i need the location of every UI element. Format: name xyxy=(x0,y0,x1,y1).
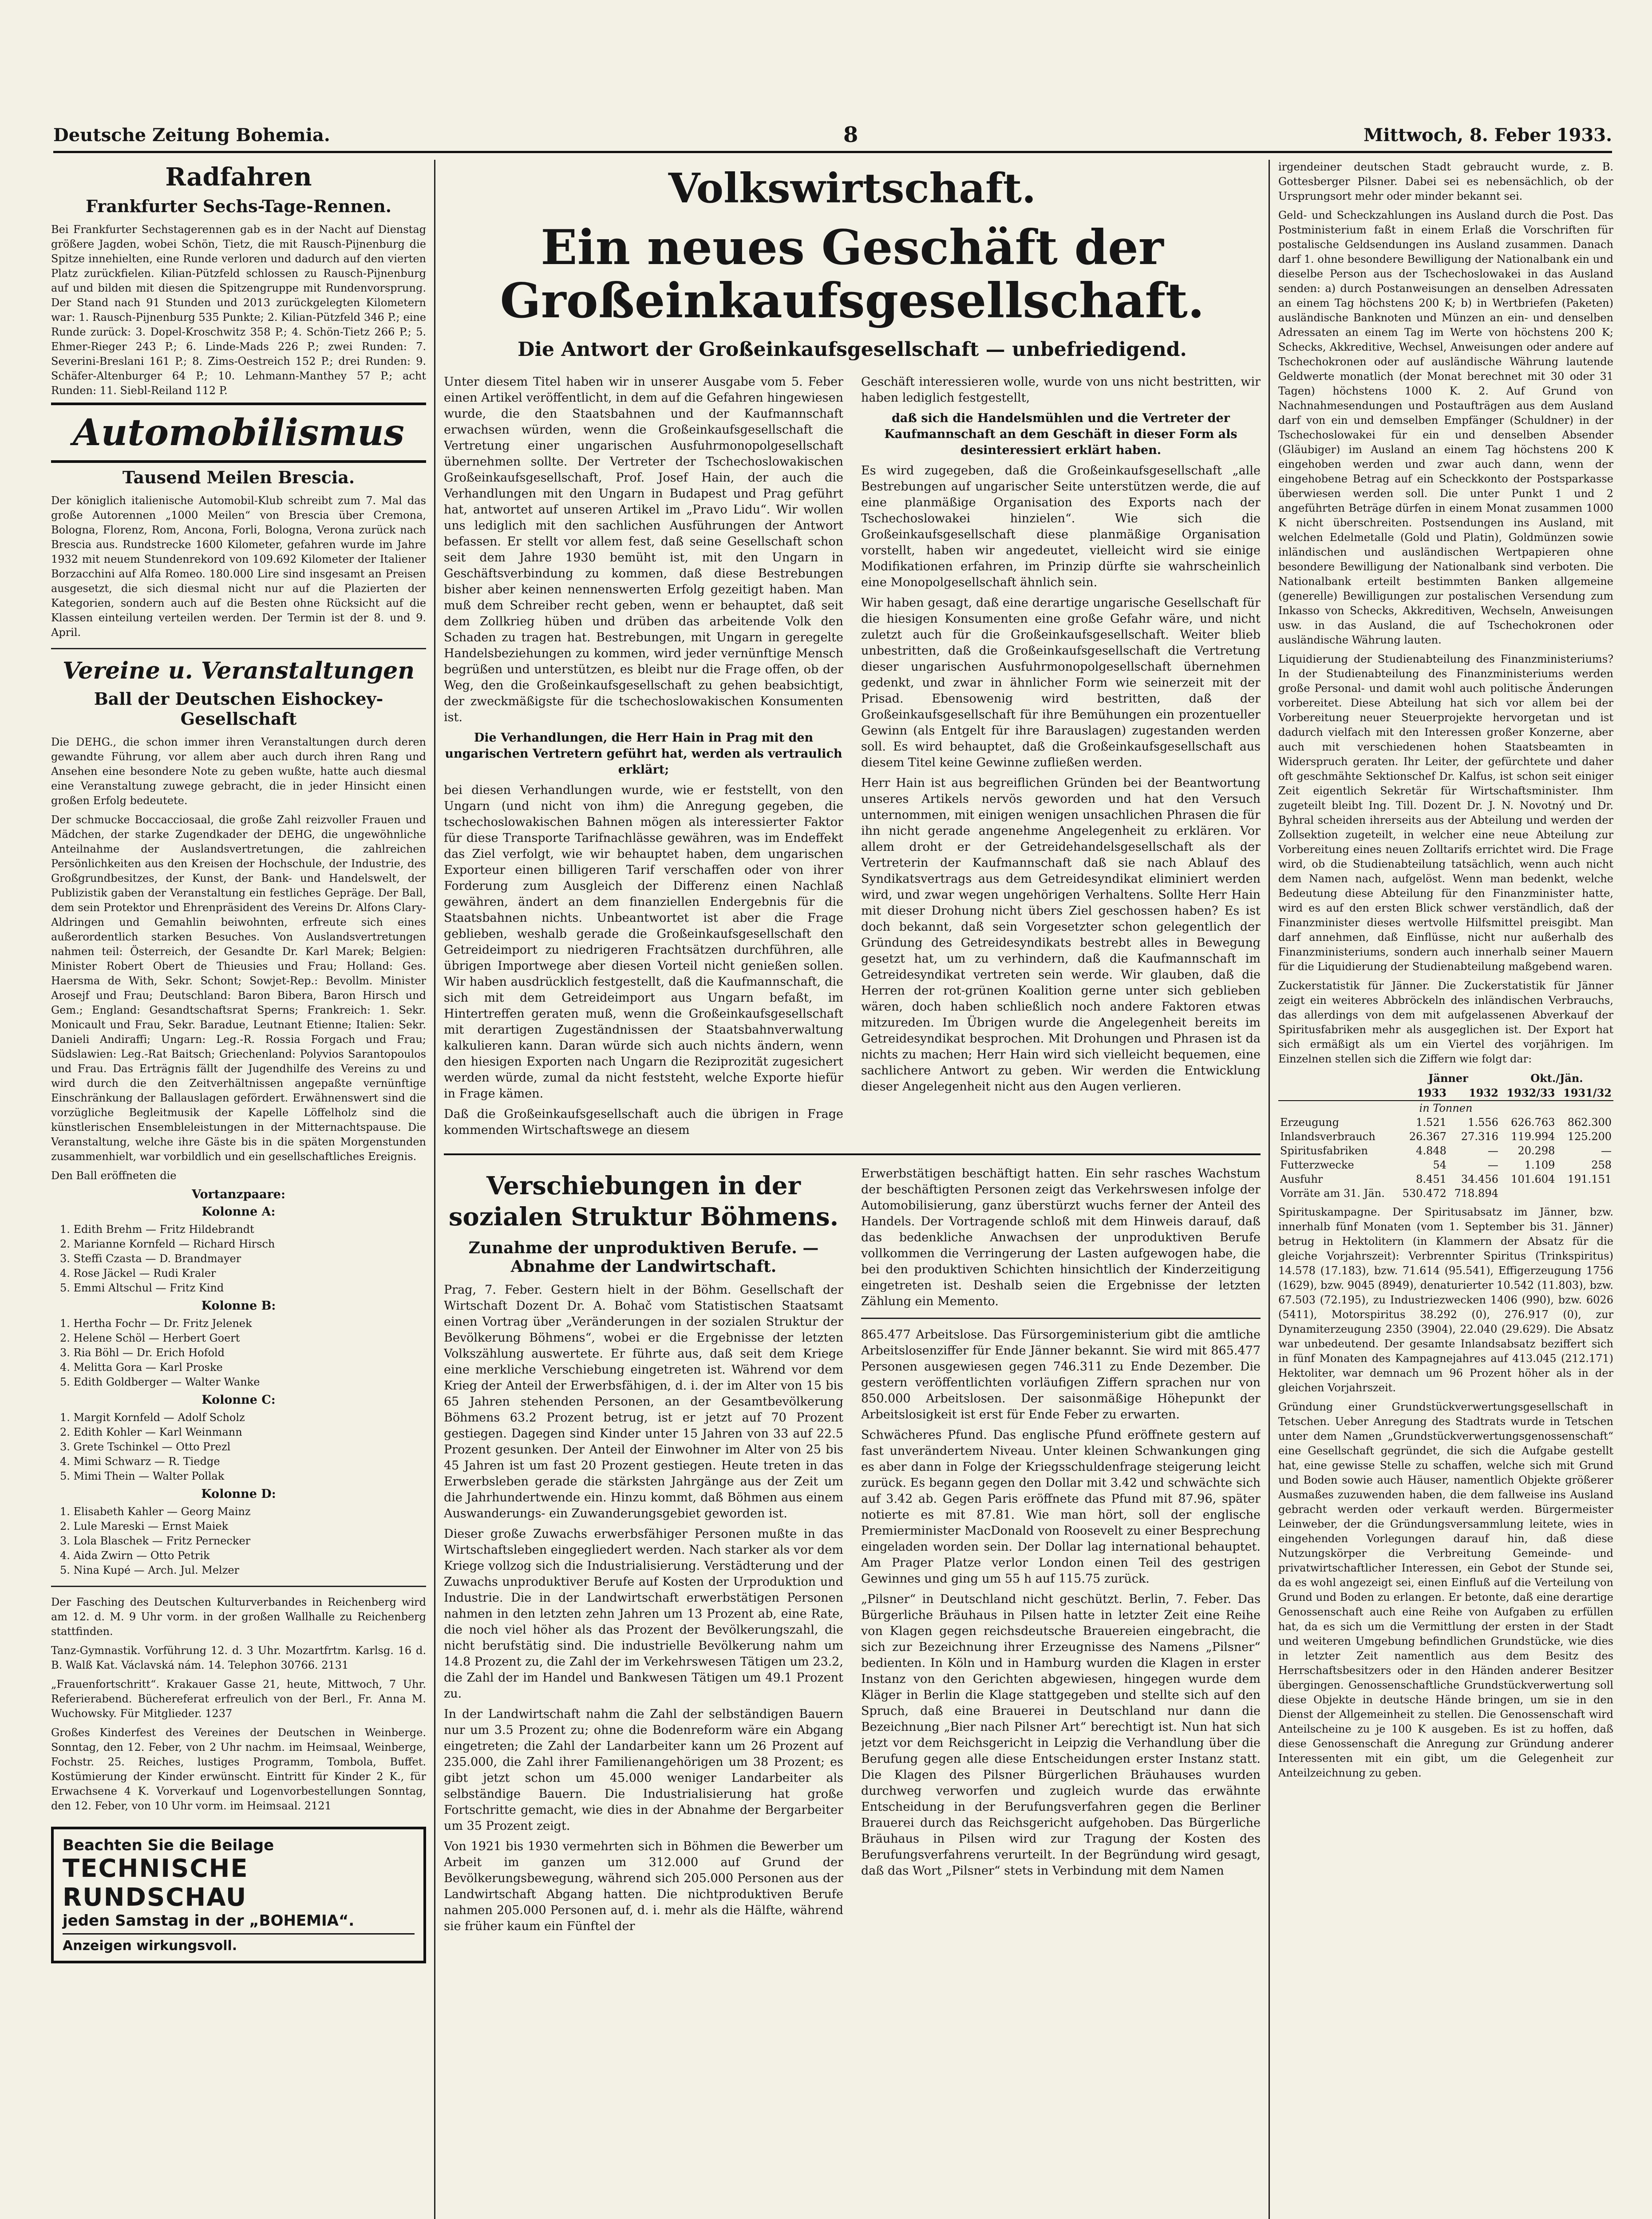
news-item-grundstueck: Gründung einer Grundstückverwertungsgesellschaft in Tetschen. Ueber Anregung des Stadtrats wurde in Tetschen unter dem Namen „Grundstückverwertungsgenossenschaft“ eine Gesellschaft gegründet, die sich die Aufgabe gestellt hat, eine gewisse Stelle zu schaffen, welche sich mit Grund und Boden sowie auch Häuser, namentlich Objekte größerer Ausmaßes zuzuwenden haben, die dem fallweise ins Ausland gebracht werden oder verkauft werden. Bürgermeister Leinweber, der die Gründungsversammlung leitete, wies in eingehenden Vorlegungen darauf hin, daß diese Nutzungskörper die Verbreitung Gemeinde- und privatwirtschaftlicher Interessen, ein Gebot der Stunde sei, da es wohl angezeigt sei, einen Einfluß auf die Verteilung von Grund und Boden zu erlangen. Er betonte, daß eine derartige Genossenschaft auch eine Reihe von Aufgaben zu erfüllen hat, da es sich um die Vermittlung der ersten in der Stadt und weiteren Umgebung befindlichen Grundstücke, wie dies in letzter Zeit namentlich aus dem Besitz des Herrschaftsbesitzers oder in den Händen anderer Besitzer übergingen. Genossenschaftliche Grundstückverwertung soll diese Objekte in deutsche Hände bringen, um sie in den Dienst der Allgemeinheit zu stellen. Die Genossenschaft wird Anteilscheine zu je 100 K ausgeben. Es ist zu hoffen, daß diese Genossenschaft die Anregung zur Gründung anderer Interessenten mit ein gibt, um die Gelegenheit zur Anteilzeichnung zu geben. xyxy=(1278,1401,1613,1779)
kolonne-c xyxy=(51,1393,426,1484)
article-left-column xyxy=(444,374,843,1143)
pair: 4. Aida Zwirn — Otto Petrik xyxy=(60,1549,210,1562)
paper-name: Deutsche Zeitung Bohemia. xyxy=(53,125,330,146)
issue-date: Mittwoch, 8. Feber 1933. xyxy=(1363,125,1612,146)
pair: 5. Mimi Thein — Walter Pollak xyxy=(60,1470,225,1482)
article-right-column xyxy=(861,1166,1261,1939)
subhead-grosseinkauf: Die Antwort der Großeinkaufsgesellschaft — unbefriedigend. xyxy=(518,338,1187,361)
pair: 2. Lule Mareski — Ernst Maiek xyxy=(60,1520,229,1532)
paragraph: Von 1921 bis 1930 vermehrten sich in Böhmen die Bewerber um Arbeit im ganzen um 312.000 auf Grund der Bevölkerungsbewegung, während sich 205.000 Personen aus der Landwirtschaft Abgang hatten. Die nichtproduktiven Berufe nahmen 205.000 Personen auf, d. i. mehr als die Hälfte, während sie früher kaum ein Fünftel der xyxy=(444,1840,843,1933)
masthead xyxy=(53,120,1612,153)
news-item-arbeitslose: 865.477 Arbeitslose. Das Fürsorgeministerium gibt die amtliche Arbeitslosenziffer für Ende Jänner bekannt. Sie wird mit 865.477 Personen ausgewiesen gegen 746.311 zu Ende Dezember. Die gestern veröffentlichten vorläufigen Ziffern sprachen nur von 850.000 Arbeitslosen. Der saisonmäßige Höhepunkt der Arbeitslosigkeit ist erst für Ende Feber zu erwarten. xyxy=(861,1328,1261,1421)
pair: 2. Edith Kohler — Karl Weinmann xyxy=(60,1426,242,1438)
pair: 5. Emmi Altschul — Fritz Kind xyxy=(60,1282,224,1294)
table-row: Vorräte am 31. Jän. 530.472 718.894 xyxy=(1280,1187,1498,1200)
paragraph: Wir haben gesagt, daß eine derartige ungarische Gesellschaft für die hiesigen Konsumenten eine große Gefahr wäre, und nicht zuletzt auch für die Großeinkaufsgesellschaft. Weiter blieb unbestritten, daß die Großeinkaufsgesellschaft die Vertretung dieser ungarischen Ausfuhrmonopolgesellschaft übernehmen gedenkt, und zwar in ähnlicher Form wie seinerzeit mit der Prisad. Ebensowenig wird bestritten, daß der Großeinkaufsgesellschaft für ihre Bemühungen ein prozentueller Gewinn (als Entgelt für ihre Barauslagen) zugestanden werden soll. Es wird behauptet, daß die Großeinkaufsgesellschaft aus diesem Titel keine Gewinne zufließen werden. xyxy=(861,596,1261,770)
news-item-postzahlungen: Geld- und Scheckzahlungen ins Ausland durch die Post. Das Postministerium faßt in einem Erlaß die Vorschriften für postalische Geldsendungen ins Ausland zusammen. Danach darf 1. ohne besondere Bewilligung der Nationalbank ein und dieselbe Person aus der Tschechoslowakei in das Ausland senden: a) durch Postanweisungen an denselben Adressaten an einem Tag höchstens 200 K; b) in Wertbriefen (Paketen) ausländische Banknoten und Münzen an ein- und denselben Adressaten an einem Tag im Werte von höchstens 200 K; Schecks, Akkreditive, Wechsel, Anweisungen oder andere auf Tschechokronen oder auf ausländische Währung lautende Geldwerte monatlich (der Monat berechnet mit 30 oder 31 Tagen) höchstens 1000 K. 2. Auf Grund von Nachnahmesendungen und Postaufträgen aus dem Ausland darf von ein und demselben Empfänger (Schuldner) in der Tschechoslowakei für ein und denselben Absender (Gläubiger) im Ausland an einem Tag höchstens 200 K eingehoben werden und zwar auch dann, wenn der eingehobene Betrag auf ein Scheckkonto der Postsparkasse überwiesen werden soll. Die unter Punkt 1 und 2 angeführten Beträge dürfen in einem Monat zusammen 1000 K nicht überschreiten. Postsendungen ins Ausland, mit welchen Edelmetalle (Gold und Platin), Goldmünzen sowie inländischen und ausländischen Wertpapieren ohne besondere Bewilligung der Nationalbank sind verboten. Die Nationalbank erteilt bestimmten Banken allgemeine (generelle) Bewilligungen zur postalischen Versendung zum Inkasso von Schecks, Akkreditiven, Wechseln, Anweisungen usw. in das Ausland, die auf Tschechokronen oder ausländische Währung lauten. xyxy=(1278,209,1613,646)
pair: 1. Elisabeth Kahler — Georg Mainz xyxy=(60,1505,251,1518)
paragraph: In der Landwirtschaft nahm die Zahl der selbständigen Bauern nur um 3.5 Prozent zu; ohne die Bodenreform wäre ein Abgang eingetreten; die Zahl der Landarbeiter kann um 26 Prozent auf 235.000, die Zahl ihrer Familienangehörigen um 38 Prozent; es gibt jetzt schon um 45.000 weniger Landarbeiter als selbständige Bauern. Die Industrialisierung hat große Fortschritte gemacht, wie dies in der Abnahme der Bergarbeiter um 35 Prozent zeigt. xyxy=(444,1707,843,1833)
paragraph-bold: daß sich die Handelsmühlen und die Vertreter der Kaufmannschaft an dem Geschäft in dieser Form als desinteressiert erklärt haben. xyxy=(884,411,1237,457)
table-row: Spiritusfabriken 4.848 — 20.298 — xyxy=(1280,1145,1612,1157)
paragraph: Herr Hain ist aus begreiflichen Gründen bei der Beantwortung unseres Artikels nervös geworden und hat den Versuch unternommen, mit einigen wenigen unsachlichen Phrasen die für ihn nicht gerade angenehme Angelegenheit zu erklären. Vor allem droht er der Getreidehandelsgesellschaft als der Vertreterin der Kaufmannschaft daß sie nach Ablauf des Syndikatsvertrags aus dem Getreidesyndikat eliminiert werden wird, und zwar wegen ungehörigen Verhaltens. Sollte Herr Hain mit dieser Drohung nicht übers Ziel geschossen haben? Es ist doch bekannt, daß sein Vorgesetzter schon gelegentlich der Gründung des Getreidesyndikats bestrebt alles in Bewegung gesetzt hat, um zu verhindern, daß die Kaufmannschaft im Getreidesyndikat vertreten sein werde. Wir glauben, daß die Herren der rot-grünen Koalition gerne unter sich geblieben wären, doch haben schließlich noch andere Faktoren etwas mitzureden. Im Übrigen wurde die Angelegenheit bereits im Getreidesyndikat besprochen. Mit Drohungen und Phrasen ist da nichts zu machen; Herr Hain wird sich vielleicht bequemen, eine sachlichere Antwort zu geben. Wir werden die Entwicklung dieser Angelegenheit nicht aus den Augen verlieren. xyxy=(861,776,1261,1094)
table-group-header: Jänner xyxy=(1428,1072,1468,1085)
pair: 1. Margit Kornfeld — Adolf Scholz xyxy=(60,1411,245,1424)
paragraph: Dieser große Zuwachs erwerbsfähiger Personen mußte in das Wirtschaftsleben eingegliedert werden. Nach starker als vor dem Kriege vollzog sich die Industrialisierung. Verstädterung und der Zuwachs unproduktiver Berufe auf Kosten der Urproduktion und Industrie. Die in der Landwirtschaft erwerbstätigen Personen nahmen in den letzten zehn Jahren um 13 Prozent ab, eine Rate, die noch viel höher als das Prozent der Bevölkerungszahl, die nicht berufstätig sind. Die industrielle Bevölkerung nahm um 14.8 Prozent zu, die Zahl der im Verkehrswesen Tätigen um 23.2, die Zahl der im Handel und Bankwesen Tätigen um 49.1 Prozent zu. xyxy=(444,1527,843,1701)
ad-line: Anzeigen wirkungsvoll. xyxy=(63,1933,415,1954)
article-ball-intro: Die DEHG., die schon immer ihren Veranstaltungen durch deren gewandte Führung, vor allem aber auch durch ihren Rang und Ansehen eine besondere Note zu geben wußte, hatte auch diesmal eine Veranstaltung zuwege gebracht, die in jeder Hinsicht einen großen Erfolg bedeutete. xyxy=(51,736,426,807)
column-left xyxy=(51,160,426,2219)
kolonne-d xyxy=(51,1487,426,1578)
section-volkswirtschaft: Volkswirtschaft. xyxy=(668,164,1036,212)
sugar-statistics-table xyxy=(1278,1071,1613,1200)
kolonne-title: Kolonne D: xyxy=(201,1487,276,1501)
notice: Der Fasching des Deutschen Kulturverbandes in Reichenberg wird am 12. d. M. 9 Uhr vorm. in der großen Wallhalle zu Reichenberg stattfinden. xyxy=(51,1596,426,1638)
paragraph: irgendeiner deutschen Stadt gebraucht wurde, z. B. Gottesberger Pilsner. Dabei sei es nebensächlich, ob der Ursprungsort mehr oder minder bekannt sei. xyxy=(1278,161,1613,202)
table-row: Futterzwecke 54 — 1.109 258 xyxy=(1280,1159,1612,1171)
notice: „Frauenfortschritt“. Krakauer Gasse 21, heute, Mittwoch, 7 Uhr. Referierabend. Büchereferat erfreulich von der Berl., Fr. Anna M. Wuchowsky. Für Mitglieder. 1237 xyxy=(51,1678,426,1720)
kolonne-title: Kolonne C: xyxy=(202,1393,276,1407)
pair: 2. Marianne Kornfeld — Richard Hirsch xyxy=(60,1238,275,1250)
pair: 2. Helene Schöl — Herbert Goert xyxy=(60,1332,240,1344)
pair: 5. Nina Kupé — Arch. Jul. Melzer xyxy=(60,1564,240,1576)
section-vereine: Vereine u. Veranstaltungen xyxy=(62,657,415,684)
ad-title: TECHNISCHE RUNDSCHAU xyxy=(63,1854,249,1912)
paragraph-bold: Die Verhandlungen, die Herr Hain in Prag mit den ungarischen Vertretern geführt hat, werden als vertraulich erklärt; xyxy=(445,731,842,777)
divider xyxy=(861,1318,1261,1319)
kolonne-b xyxy=(51,1299,426,1390)
pair: 3. Lola Blaschek — Fritz Pernecker xyxy=(60,1535,251,1547)
table-row: Erzeugung 1.521 1.556 626.763 862.300 xyxy=(1280,1116,1612,1129)
pair: 3. Grete Tschinkel — Otto Prezl xyxy=(60,1441,231,1453)
paragraph: Es wird zugegeben, daß die Großeinkaufsgesellschaft „alle Bestrebungen auf ungarischer Seite unterstützen werde, die auf eine planmäßige Organisation des Exports nach der Tschechoslowakei hinzielen“. Wie sich die Großeinkaufsgesellschaft diese planmäßige Organisation vorstellt, haben wir angedeutet, vielleicht wird sie einige Modifikationen erfahren, im Prinzip dürfte sie wahrscheinlich eine Monopolgesellschaft ähnlich sein. xyxy=(861,464,1261,589)
table-group-header: Okt./Jän. xyxy=(1530,1072,1583,1085)
table-unit: in Tonnen xyxy=(1419,1102,1473,1114)
article-grosseinkauf xyxy=(444,374,1261,1143)
section-radfahren: Radfahren xyxy=(165,162,312,192)
article-sechstagerennen: Bei Frankfurter Sechstagerennen gab es in der Nacht auf Dienstag größere Jagden, wobei Schön, Tietz, die mit Rausch-Pijnenburg die Spitze innehielten, eine Runde verloren und dadurch auf den vierten Platz zurückfielen. Kilian-Pützfeld schlossen zu Rausch-Pijnenburg auf und bilden mit diesen die Spitzengruppe mit Rundenvorsprung. Der Stand nach 91 Stunden und 2013 zurückgelegten Kilometern war: 1. Rausch-Pijnenburg 535 Punkte; 2. Kilian-Pützfeld 346 P.; eine Runde zurück: 3. Dopel-Kroschwitz 358 P.; 4. Schön-Tietz 266 P.; 5. Ehmer-Rieger 243 P.; 6. Linde-Mads 226 P.; zwei Runden: 7. Severini-Breslani 161 P.; 8. Zims-Oestreich 152 P.; drei Runden: 9. Schäfer-Altenburger 64 P.; 10. Lehmann-Manthey 57 P.; acht Runden: 11. Siebl-Reiland 112 P. xyxy=(51,223,426,397)
pair: 5. Edith Goldberger — Walter Wanke xyxy=(60,1376,260,1388)
ad-line: Beachten Sie die Beilage xyxy=(63,1836,274,1854)
table-header: 1931/32 xyxy=(1557,1086,1613,1101)
news-item-zuckerstatistik: Zuckerstatistik für Jänner. Die Zuckerstatistik für Jänner zeigt ein weiteres Abbröckeln des inländischen Verbrauchs, das allerdings von dem mit aufgelassenen Abverkauf der Spiritusfabriken mehr als ausgeglichen ist. Der Export hat sich ermäßigt als um ein Viertel des vorjährigen. Im Einzelnen stellen sich die Ziffern wie folgt dar: xyxy=(1278,979,1613,1065)
section-automobilismus: Automobilismus xyxy=(51,403,426,463)
pair: 3. Steffi Czasta — D. Brandmayer xyxy=(60,1252,241,1265)
headline-grosseinkauf: Ein neues Geschäft der Großeinkaufsgesellschaft. xyxy=(500,220,1205,329)
article-brescia: Der königlich italienische Automobil-Klub schreibt zum 7. Mal das große Autorennen „1000 Meilen“ von Brescia über Cremona, Bologna, Florenz, Rom, Ancona, Forli, Bologna, Verona zurück nach Brescia aus. Rundstrecke 1600 Kilometer, gefahren wurde im Jahre 1932 mit neuem Stundenrekord von 109.692 Kilometer der Italiener Borzacchini auf Alfa Romeo. 180.000 Lire sind insgesamt an Preisen ausgesetzt, die sich diesmal nicht nur auf die Plazierten der Kategorien, sondern auch auf die Besten ohne Rücksicht auf die Klassen einteilung verteilen werden. Der Termin ist der 8. und 9. April. xyxy=(51,494,426,639)
headline-soziale-struktur: Verschiebungen in der sozialen Struktur Böhmens. xyxy=(448,1171,839,1232)
pair: 3. Ria Böhl — Dr. Erich Hofold xyxy=(60,1346,225,1359)
subhead-soziale-struktur: Zunahme der unproduktiven Berufe. — Abnahme der Landwirtschaft. xyxy=(468,1239,819,1276)
table-header: 1933 xyxy=(1396,1086,1448,1101)
paragraph: bei diesen Verhandlungen wurde, wie er feststellt, von den Ungarn (und nicht von ihm) die Anregung gegeben, die tschechoslowakischen Bahnen mögen als interessierter Faktor für diese Transporte Tarifnachlässe gewähren, was im Endeffekt das Ziel verfolgt, wie wir behauptet haben, dem ungarischen Exporteur einen billigeren Tarif verschaffen oder von ihrer Forderung zum Ausgleich der Differenz einen Nachlaß gewähren, ändert an dem finanziellen Endergebnis für die Staatsbahnen nichts. Unbeantwortet ist aber die Frage geblieben, weshalb gerade die Großeinkaufsgesellschaft den Getreideimport zu niedrigeren Frachtsätzen durchführen, alle übrigen Importwege aber diesen Vorteil nicht genießen sollen. Wir haben ausdrücklich festgestellt, daß die Kaufmannschaft, die sich mit dem Getreideimport aus Ungarn befaßt, im Hintertreffen geraten muß, wenn die Großeinkaufsgesellschaft mit derartigen Zugeständnissen der Staatsbahnverwaltung kalkulieren kann. Daran würde sich auch nichts ändern, wenn den hiesigen Exporten nach Ungarn die Reziprozität zugesichert werden würde, zumal da nicht feststeht, welche Exporte hiefür in Frage kämen. xyxy=(444,783,843,1101)
news-item-spiritus: Spirituskampagne. Der Spiritusabsatz im Jänner, bzw. innerhalb fünf Monaten (vom 1. September bis 31. Jänner) betrug in Hektolitern (in Klammern der Absatz für die gleiche Vorjahrszeit): Verbrennter Spiritus (Trinkspiritus) 14.578 (17.183), bzw. 71.614 (95.541), Effigerzeugung 1756 (1629), bzw. 9045 (8949), denaturierter 10.542 (11.803), bzw. 67.503 (72.195), zu Industriezwecken 1406 (990), bzw. 6026 (5411), Motorspiritus 38.292 (0), 276.917 (0), zur Dynamiterzeugung 2350 (3904), 22.040 (29.629). Die Absatz war unbedeutend. Der gesamte Inlandsabsatz beziffert sich in fünf Monaten des Kampagnejahres auf 413.045 (212.171) Hektoliter, war demnach um 96 Prozent höher als in der gleichen Vorjahrszeit. xyxy=(1278,1206,1613,1394)
paragraph: Unter diesem Titel haben wir in unserer Ausgabe vom 5. Feber einen Artikel veröffentlicht, in dem auf die Gefahren hingewiesen wurde, die den Staatsbahnen und der Kaufmannschaft erwachsen würden, wenn die Großeinkaufsgesellschaft die Vertretung einer ungarischen Ausfuhrmonopolgesellschaft übernehmen sollte. Der Vertreter der Tschechoslowakischen Großeinkaufsgesellschaft, Prof. Josef Hain, der auch die Verhandlungen mit den Ungarn in Budapest und Prag geführt hat, antwortet auf unseren Artikel im „Pravo Lidu“. Wir wollen uns lediglich mit den sachlichen Ausführungen der Antwort befassen. Er stellt vor allem fest, daß seine Gesellschaft schon seit dem Jahre 1930 bemüht ist, mit den Ungarn in Geschäftsverbindung zu kommen, daß diese Bestrebungen bisher aber keinen nennenswerten Erfolg gezeitigt haben. Man muß dem Schreiber recht geben, wenn er behauptet, daß seit dem Zollkrieg hüben und drüben das arbeitende Volk den Schaden zu tragen hat. Bestrebungen, mit Ungarn in geregelte Handelsbeziehungen zu kommen, wird jeder vernünftige Mensch begrüßen und unterstützen, es bleibt nur die Frage offen, ob der Weg, den die Großeinkaufsgesellschaft zu gehen beabsichtigt, der zweckmäßigste für die tschechoslowakischen Konsumenten ist. xyxy=(444,375,843,724)
article-ball-body: Der schmucke Boccacciosaal, die große Zahl reizvoller Frauen und Mädchen, der starke Zugendkader der DEHG, die ungewöhnliche Anteilnahme der Auslandsvertretungen, die zahlreichen Persönlichkeiten aus den Kreisen der Hochschule, der Industrie, des Großgrundbesitzes, der Kunst, der Bank- und Handelswelt, der Publizistik gaben der Veranstaltung ein festliches Gepräge. Der Ball, dem sein Protektor und Ehrenpräsident des Vereins Dr. Alfons Clary-Aldringen und Gemahlin beiwohnten, erfreute sich eines außerordentlich starken Besuches. Von Auslandsvertretungen nahmen teil: Österreich, der Gesandte Dr. Karl Marek; Belgien: Minister Robert Obert de Thieusies und Frau; Holland: Ges. Haersma de With, Sekr. Schont; Sowjet-Rep.: Bevollm. Minister Arosejf und Frau; Deutschland: Baron Biberа, Baron Hirsch und Gem.; England: Gesandtschaftsrat Sperns; Frankreich: 1. Sekr. Monicault und Frau, Sekr. Baradue, Leutnant Etienne; Italien: Sekr. Danieli Andiraffi; Ungarn: Leg.-R. Rossia Forgach und Frau; Südslawien: Leg.-Rat Baitsch; Griechenland: Polyvios Sarantopoulos und Frau. Das Erträgnis fällt der Jugendhilfe des Vereins zu und wird durch die den Zeitverhältnissen angepaßte vernünftige Einschränkung der Ballauslagen gefördert. Erwähnenswert sind die vorzügliche Begleitmusik der Kapelle Löffelholz sind die künstlerischen Ensembleleistungen in der Mitternachtspause. Die Veranstaltung, welche ihre Gäste bis in die späten Morgenstunden zusammenhielt, war vorbildlich und ein gesellschaftliches Ereignis. xyxy=(51,813,426,1163)
pair: 4. Melitta Gora — Karl Proske xyxy=(60,1361,223,1374)
column-right xyxy=(1278,160,1613,2219)
news-item-pilsner: „Pilsner“ in Deutschland nicht geschützt. Berlin, 7. Feber. Das Bürgerliche Bräuhaus in Pilsen hatte in letzter Zeit eine Reihe von Klagen gegen reichsdeutsche Brauereien eingebracht, die sich zur Bezeichnung ihrer Erzeugnisse des Namens „Pilsner“ bedienten. In Köln und in Hamburg wurden die Klagen in erster Instanz von den Gerichten abgewiesen, hingegen wurde dem Kläger in Berlin die Klage stattgegeben und stellte sich auf den Spruch, daß eine Brauerei in Deutschland nur dann die Bezeichnung „Bier nach Pilsner Art“ berechtigt ist. Nun hat sich jetzt vor dem Reichsgericht in Leipzig die Verhandlung über die Berufung gegen alle diese Entscheidungen erster Instanz statt. Die Klagen des Pilsner Bürgerlichen Bräuhauses wurden durchweg verworfen und zugleich wurde das erwähnte Entscheidung in der Berufungsverfahren gegen die Berliner Brauerei durch das Reichsgericht aufgehoben. Das Bürgerliche Bräuhaus in Pilsen wird zur Tragung der Kosten des Berufungsverfahrens verurteilt. In der Begründung wird gesagt, daß das Wort „Pilsner“ stets in Verbindung mit dem Namen xyxy=(861,1592,1261,1878)
column-divider-2 xyxy=(1269,160,1270,2219)
table-header: 1932/33 xyxy=(1500,1086,1557,1101)
kolonne-title: Kolonne A: xyxy=(202,1205,276,1219)
table-row: Ausfuhr 8.451 34.456 101.604 191.151 xyxy=(1280,1173,1612,1185)
pair: 4. Mimi Schwarz — R. Tiedge xyxy=(60,1455,220,1468)
divider xyxy=(444,1153,1261,1155)
news-item-pfund: Schwächeres Pfund. Das englische Pfund eröffnete gestern auf fast unverändertem Niveau. Unter kleinen Schwankungen ging es aber dann in Folge der Kriegsschuldenfrage steigerung leicht zurück. Es begann gegen den Dollar mit 3.42 und schwächte sich auf 3.42 ab. Gegen Paris eröffnete das Pfund mit 87.96, später notierte es mit 87.81. Wie man hört, soll der englische Premierminister MacDonald von Roosevelt zu einer Besprechung eingeladen worden sein. Der Dollar lag international behauptet. Am Prager Platze verlor London einen Teil des gestrigen Gewinnes und ging um 55 h auf 115.75 zurück. xyxy=(861,1428,1261,1586)
divider xyxy=(51,1586,426,1587)
news-item-studienabteilung: Liquidierung der Studienabteilung des Finanzministeriums? In der Studienabteilung des Finanzministeriums werden große Personal- und damit wohl auch politische Änderungen vorbereitet. Diese Abteilung hat sich vor allem bei der Vorbereitung neuer Steuerprojekte hervorgetan und ist dadurch vielfach mit den Interessen großer Konzerne, aber auch mit verschiedenen hohen Staatsbeamten in Widerspruch geraten. Ihr Leiter, der gefürchtete und daher oft geschmähte Sektionschef Dr. Kalfus, ist schon seit einiger Zeit eigentlich Sekretär für Wirtschaftsminister. Ihm zugeteilt bleibt Ing. Till. Dozent Dr. J. N. Novotný und Dr. Byhral scheiden ihrerseits aus der Abteilung und werden der Zollsektion zugeteilt, in welcher eine neue Abteilung zur Vorbereitung eines neuen Zolltarifs errichtet wird. Die Frage wird, ob die Studienabteilung tatsächlich, wenn auch nicht dem Namen nach, aufgelöst. Wenn man bedenkt, welche Bedeutung diese Abteilung für den Finanzminister hatte, wird es auf den ersten Blick schwer verständlich, daß der Finanzminister dieses wertvolle Hilfsmittel preisgibt. Man darf annehmen, daß Einflüsse, nicht nur außerhalb des Finanzministeriums, sondern auch innerhalb seiner Mauern für die Liquidierung der Studienabteilung maßgebend waren. xyxy=(1278,653,1613,973)
headline-sechstagerennen: Frankfurter Sechs-Tage-Rennen. xyxy=(86,196,391,216)
notice: Tanz-Gymnastik. Vorführung 12. d. 3 Uhr. Mozartfrtm. Karlsg. 16 d. B. Walß Kat. Václavská nám. 14. Telephon 30766. 2131 xyxy=(51,1644,426,1671)
paragraph: Geschäft interessieren wolle, wurde von uns nicht bestritten, wir haben lediglich festgestellt, xyxy=(861,375,1261,405)
article-right-column xyxy=(861,374,1261,1143)
pair: 4. Rose Jäckel — Rudi Kraler xyxy=(60,1267,216,1279)
ad-line: jeden Samstag in der „BOHEMIA“. xyxy=(63,1912,355,1930)
article-soziale-struktur xyxy=(444,1166,1261,1939)
notice: Großes Kinderfest des Vereines der Deutschen in Weinberge. Sonntag, den 12. Feber, von 2 Uhr nachm. im Heimsaal, Weinberge, Fochstr. 25. Reiches, lustiges Programm, Tombola, Buffet. Kostümierung der Kinder erwünscht. Eintritt für Kinder 2 K., für Erwachsene 4 K. Vorverkauf und Logenvorbestellungen Sonntag, den 12. Feber, von 10 Uhr vorm. im Heimsaal. 2121 xyxy=(51,1726,426,1812)
paragraph: Daß die Großeinkaufsgesellschaft auch die übrigen in Frage kommenden Wirtschaftswege an diesem xyxy=(444,1107,843,1137)
column-center xyxy=(444,160,1261,2219)
vortanzpaare-heading: Vortanzpaare: xyxy=(192,1188,285,1201)
headline-eishockey-ball: Ball der Deutschen Eishockey-Gesellschaft xyxy=(94,689,383,729)
kolonne-title: Kolonne B: xyxy=(201,1299,276,1313)
kolonne-a xyxy=(51,1205,426,1295)
page-number: 8 xyxy=(843,122,858,147)
paragraph: Prag, 7. Feber. Gestern hielt in der Böhm. Gesellschaft der Wirtschaft Dozent Dr. A. Bohač vom Statistischen Staatsamt einen Vortrag über „Veränderungen in der sozialen Struktur der Bevölkerung Böhmens“, wobei er die Ergebnisse der letzten Volkszählung auswertete. Er führte aus, daß seit dem Kriege eine merkliche Verschiebung eingetreten ist. Während vor dem Krieg der Anteil der Erwerbsfähigen, d. i. der im Alter von 15 bis 65 Jahren stehenden Personen, an der Gesamtbevölkerung Böhmens 63.2 Prozent betrug, ist er jetzt auf 70 Prozent gestiegen. Dagegen sind Kinder unter 15 Jahren von 33 auf 22.5 Prozent gesunken. Der Anteil der Einwohner im Alter von 25 bis 45 Jahren ist um fast 20 Prozent gestiegen. Heute treten in das Erwerbsleben gerade die stärksten Jahrgänge aus der Zeit um die Jahrhundertwende ein. Hinzu kommt, daß Böhmen aus einem Auswanderungs- ein Zuwanderungsgebiet geworden ist. xyxy=(444,1283,843,1520)
paragraph: Erwerbstätigen beschäftigt hatten. Ein sehr rasches Wachstum der beschäftigten Personen zeigt das Verkehrswesen infolge der Automobilisierung, ganz überstürzt wuchs ferner der Anteil des Handels. Der Vortragende schloß mit dem Hinweis darauf, daß das bedenkliche Anwachsen der unproduktiven Berufe vollkommen die Verringerung der Lasten aufgewogen habe, die bei den produktiven Schichten hinsichtlich der Kinderzeitigung eingetreten ist. Deshalb seien die Ergebnisse der letzten Zählung ein Memento. xyxy=(861,1167,1261,1308)
column-divider-1 xyxy=(434,160,435,2219)
pair: 1. Hertha Fochr — Dr. Fritz Jelenek xyxy=(60,1317,252,1330)
table-header xyxy=(1278,1086,1396,1101)
pair: 1. Edith Brehm — Fritz Hildebrandt xyxy=(60,1223,254,1236)
article-left-column xyxy=(444,1166,843,1939)
headline-brescia: Tausend Meilen Brescia. xyxy=(122,467,355,487)
advertisement-technische-rundschau xyxy=(51,1827,426,1963)
table-header: 1932 xyxy=(1448,1086,1500,1101)
ball-opening: Den Ball eröffneten die xyxy=(51,1169,177,1182)
table-row: Inlandsverbrauch 26.367 27.316 119.994 125.200 xyxy=(1280,1130,1612,1143)
divider xyxy=(51,648,426,649)
